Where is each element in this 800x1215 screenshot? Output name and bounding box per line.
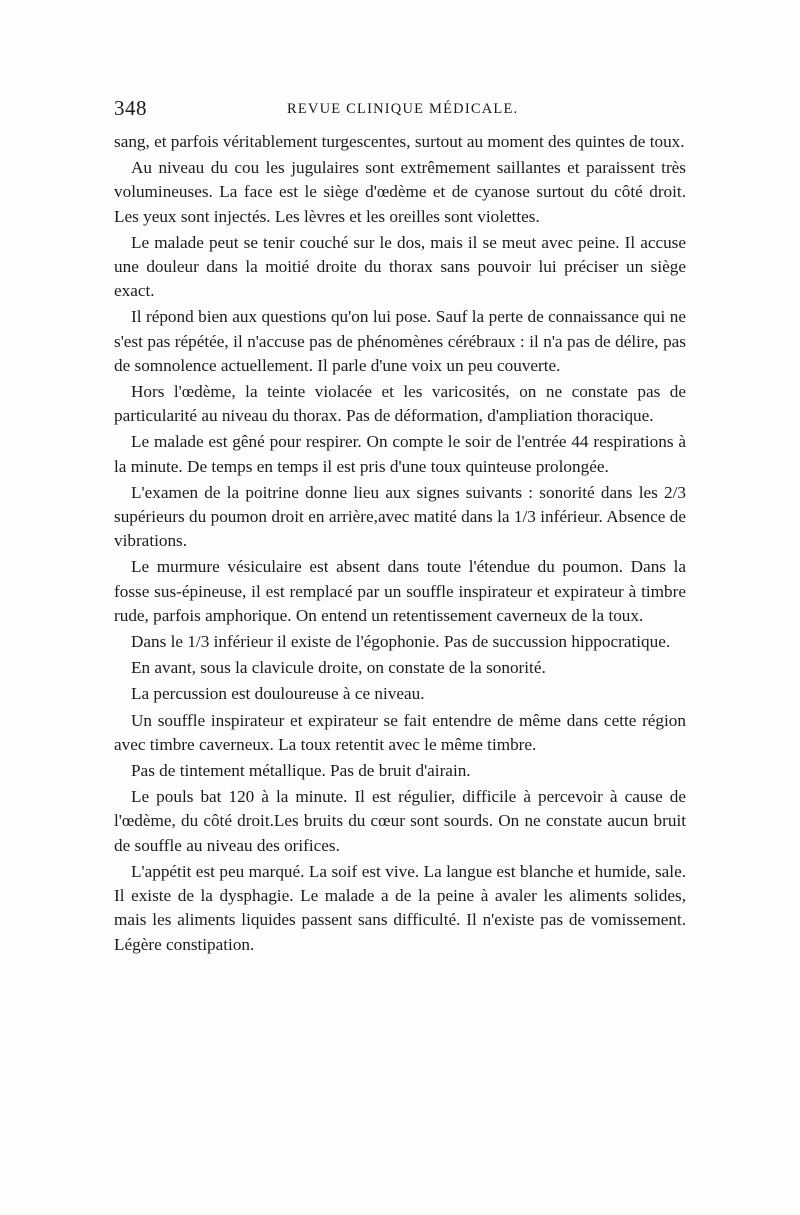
page-number: 348: [114, 96, 147, 120]
paragraph-continuation: sang, et parfois véritablement turgescentes, surtout au moment des quintes de toux.: [114, 132, 685, 151]
paragraph-neck-veins: Au niveau du cou les jugulaires sont extrêmement saillantes et paraissent très volumineuses. La face est le siège d'œdème et de cyanose surtout du côté droit. Les yeux sont injectés. Les lèvres et les oreilles sont violettes.: [114, 158, 686, 226]
paragraph-clavicle: En avant, sous la clavicule droite, on constate de la sonorité.: [131, 658, 546, 678]
paragraph-appetite: L'appétit est peu marqué. La soif est vive. La langue est blanche et humide, sale. Il existe de la dysphagie. Le malade a de la peine à avaler les aliments solides, mais les aliments liquides passent sans difficulté. Il n'existe pas de vomissement. Légère constipation.: [114, 861, 686, 954]
paragraph-thorax: Hors l'œdème, la teinte violacée et les varicosités, on ne constate pas de particularité au niveau du thorax. Pas de déformation, d'ampliation thoracique.: [114, 382, 686, 426]
running-title: REVUE CLINIQUE MÉDICALE.: [287, 101, 519, 117]
paragraph-responses: Il répond bien aux questions qu'on lui pose. Sauf la perte de connaissance qui ne s'est pas répétée, il n'accuse pas de phénomènes cérébraux : il n'a pas de délire, pas de somnolence actuellement. Il parle d'une voix un peu couverte.: [114, 307, 686, 375]
paragraph-egophony: Dans le 1/3 inférieur il existe de l'égophonie. Pas de succussion hippocratique.: [131, 632, 671, 652]
paragraph-pulse: Le pouls bat 120 à la minute. Il est régulier, difficile à percevoir à cause de l'œdème, du côté droit.Les bruits du cœur sont sourds. On ne constate aucun bruit de souffle au niveau des orifices.: [114, 787, 686, 855]
paragraph-chest-exam: L'examen de la poitrine donne lieu aux signes suivants : sonorité dans les 2/3 supérieurs du poumon droit en arrière,avec matité dans la 1/3 inférieur. Absence de vibrations.: [114, 482, 686, 551]
paragraph-percussion: La percussion est douloureuse à ce niveau.: [131, 684, 425, 704]
paragraph-vesicular-murmur: Le murmure vésiculaire est absent dans toute l'étendue du poumon. Dans la fosse sus-épineuse, il est remplacé par un souffle inspirateur et expirateur à timbre rude, parfois amphorique. On entend un retentissement caverneux de la toux.: [114, 557, 686, 625]
paragraph-souffle: Un souffle inspirateur et expirateur se fait entendre de même dans cette région avec timbre caverneux. La toux retentit avec le même timbre.: [114, 710, 686, 754]
page-header: [114, 96, 686, 122]
paragraph-breathing: Le malade est gêné pour respirer. On compte le soir de l'entrée 44 respirations à la minute. De temps en temps il est pris d'une toux quinteuse prolongée.: [114, 432, 686, 476]
paragraph-metallic: Pas de tintement métallique. Pas de bruit d'airain.: [131, 761, 471, 781]
body-text: [114, 130, 686, 959]
paragraph-lying-position: Le malade peut se tenir couché sur le dos, mais il se meut avec peine. Il accuse une douleur dans la moitié droite du thorax sans pouvoir lui préciser un siège exact.: [114, 232, 686, 301]
